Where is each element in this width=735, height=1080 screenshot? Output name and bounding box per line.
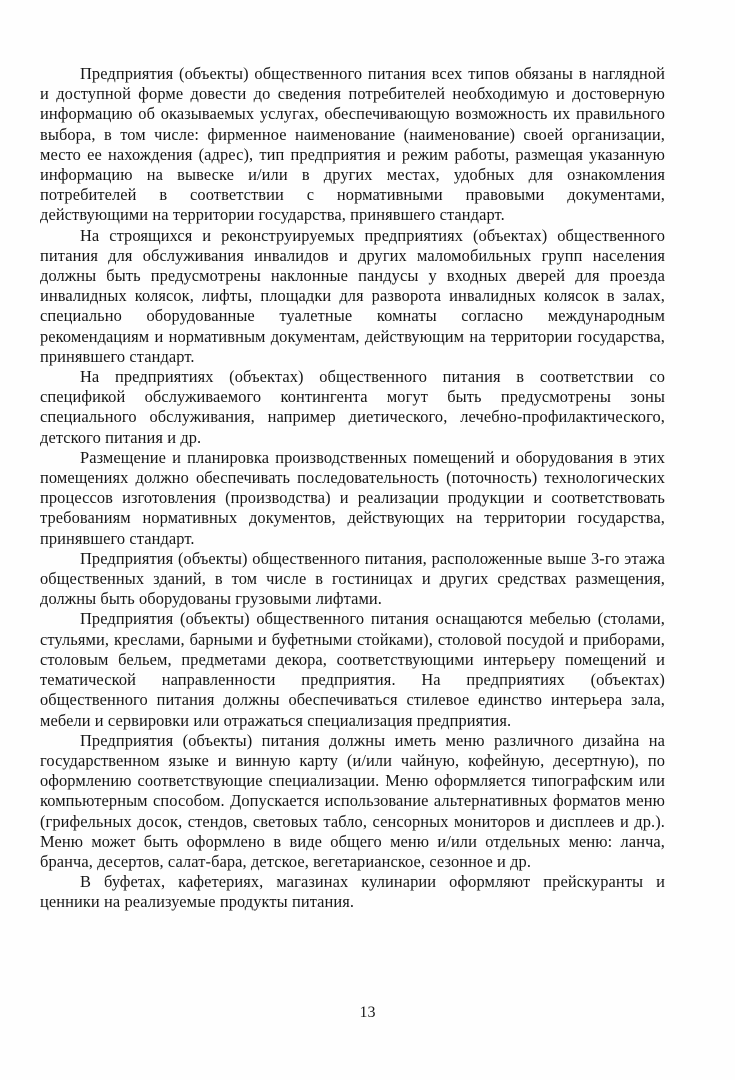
paragraph-4: Размещение и планировка производственных помещений и оборудования в этих помещениях должно обеспечивать последовательность (поточность) технологических процессов изготовления (производства) и реализации продукции и соответствовать требованиям нормативных документов, действующих на территории государства, принявшего стандарт. [40,447,665,548]
paragraph-7: Предприятия (объекты) питания должны иметь меню различного дизайна на государственном языке и винную карту (и/или чайную, кофейную, десертную), по оформлению соответствующие специализации. Меню оформляется типографским или компьютерным способом. Допускается использование альтернативных форматов меню (грифельных досок, стендов, световых табло, сенсорных мониторов и дисплеев и др.). Меню может быть оформлено в виде общего меню и/или отдельных меню: ланча, бранча, десертов, салат-бара, детское, вегетарианское, сезонное и др. [40,730,665,871]
page-number: 13 [359,1004,376,1021]
paragraph-2: На строящихся и реконструируемых предприятиях (объектах) общественного питания для обслуживания инвалидов и других маломобильных групп населения должны быть предусмотрены наклонные пандусы у входных дверей для проезда инвалидных колясок, лифты, площадки для разворота инвалидных колясок в залах, специально оборудованные туалетные комнаты согласно международным рекомендациям и нормативным документам, действующим на территории государства, принявшего стандарт. [40,225,665,366]
paragraph-3: На предприятиях (объектах) общественного питания в соответствии со спецификой обслуживаемого контингента могут быть предусмотрены зоны специального обслуживания, например диетического, лечебно-профилактического, детского питания и др. [40,367,665,447]
paragraph-6: Предприятия (объекты) общественного питания оснащаются мебелью (столами, стульями, креслами, барными и буфетными стойками), столовой посудой и приборами, столовым бельем, предметами декора, соответствующими интерьеру помещений и тематической направленности предприятия. На предприятиях (объектах) общественного питания должны обеспечиваться стилевое единство интерьера зала, мебели и сервировки или отражаться специализация предприятия. [40,609,665,730]
text-block [40,64,665,913]
paragraph-1: Предприятия (объекты) общественного питания всех типов обязаны в наглядной и доступной форме довести до сведения потребителей необходимую и достоверную информацию об оказываемых услугах, обеспечивающую возможность их правильного выбора, в том числе: фирменное наименование (наименование) своей организации, место ее нахождения (адрес), тип предприятия и режим работы, размещая указанную информацию на вывеске и/или в других местах, удобных для ознакомления потребителей в соответствии с нормативными правовыми документами, действующими на территории государства, принявшего стандарт. [40,64,665,225]
paragraph-8: В буфетах, кафетериях, магазинах кулинарии оформляют прейскуранты и ценники на реализуемые продукты питания. [40,872,665,912]
paragraph-5: Предприятия (объекты) общественного питания, расположенные выше 3-го этажа общественных зданий, в том числе в гостиницах и других средствах размещения, должны быть оборудованы грузовыми лифтами. [40,548,665,609]
